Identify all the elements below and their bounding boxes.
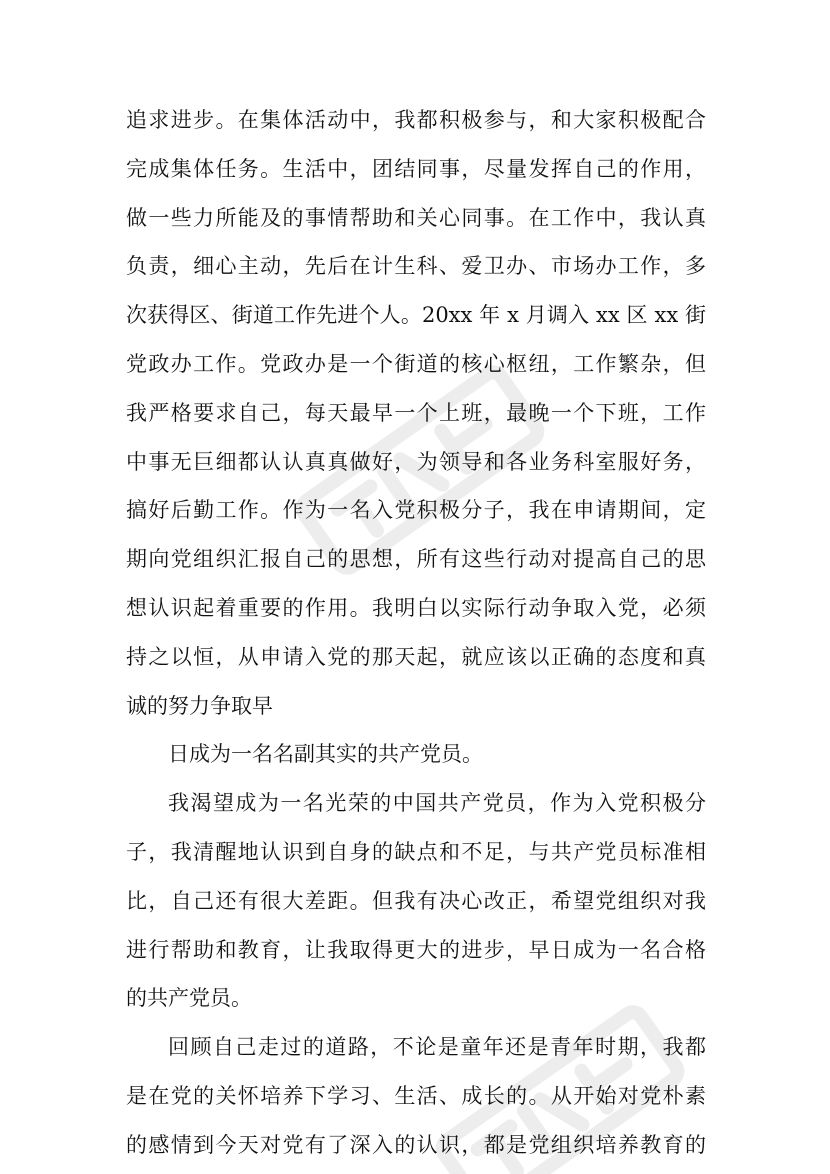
text-line: 追求进步。在集体活动中，我都积极参与，和大家积极配合 bbox=[126, 108, 706, 132]
text-line: 想认识起着重要的作用。我明白以实际行动争取入党，必须 bbox=[126, 596, 706, 620]
text-line: 诚的努力争取早 bbox=[126, 693, 273, 718]
text-line: 日成为一名名副其实的共产党员。 bbox=[168, 742, 483, 767]
text-line: 回顾自己走过的道路，不论是童年还是青年时期，我都 bbox=[168, 1035, 706, 1060]
text-line: 期向党组织汇报自己的思想，所有这些行动对提高自己的思 bbox=[126, 547, 706, 572]
text-line: 我严格要求自己，每天最早一个上班，最晚一个下班，工作 bbox=[126, 400, 706, 425]
text-line: 的共产党员。 bbox=[126, 986, 252, 1011]
text-line: 中事无巨细都认认真真做好，为领导和各业务科室服好务， bbox=[126, 449, 706, 474]
text-line: 党政办工作。党政办是一个街道的核心枢纽，工作繁杂，但 bbox=[126, 352, 706, 376]
text-line: 负责，细心主动，先后在计生科、爱卫办、市场办工作，多 bbox=[126, 254, 706, 279]
text-line: 比，自己还有很大差距。但我有决心改正，希望党组织对我 bbox=[126, 888, 706, 913]
text-line: 次获得区、街道工作先进个人。20xx 年 x 月调入 xx 区 xx 街 bbox=[126, 303, 706, 328]
text-line: 的感情到今天对党有了深入的认识，都是党组织培养教育的 bbox=[126, 1132, 706, 1157]
text-line: 进行帮助和教育，让我取得更大的进步，早日成为一名合格 bbox=[126, 937, 706, 962]
text-line: 我渴望成为一名光荣的中国共产党员，作为入党积极分 bbox=[168, 791, 706, 816]
text-line: 子，我清醒地认识到自身的缺点和不足，与共产党员标准相 bbox=[126, 840, 706, 864]
text-line: 做一些力所能及的事情帮助和关心同事。在工作中，我认真 bbox=[126, 205, 706, 230]
text-line: 搞好后勤工作。作为一名入党积极分子，我在申请期间，定 bbox=[126, 498, 706, 523]
text-line: 完成集体任务。生活中，团结同事，尽量发挥自己的作用， bbox=[126, 156, 706, 181]
text-line: 持之以恒，从申请入党的那天起，就应该以正确的态度和真 bbox=[126, 644, 706, 669]
text-line: 是在党的关怀培养下学习、生活、成长的。从开始对党朴素 bbox=[126, 1084, 706, 1108]
